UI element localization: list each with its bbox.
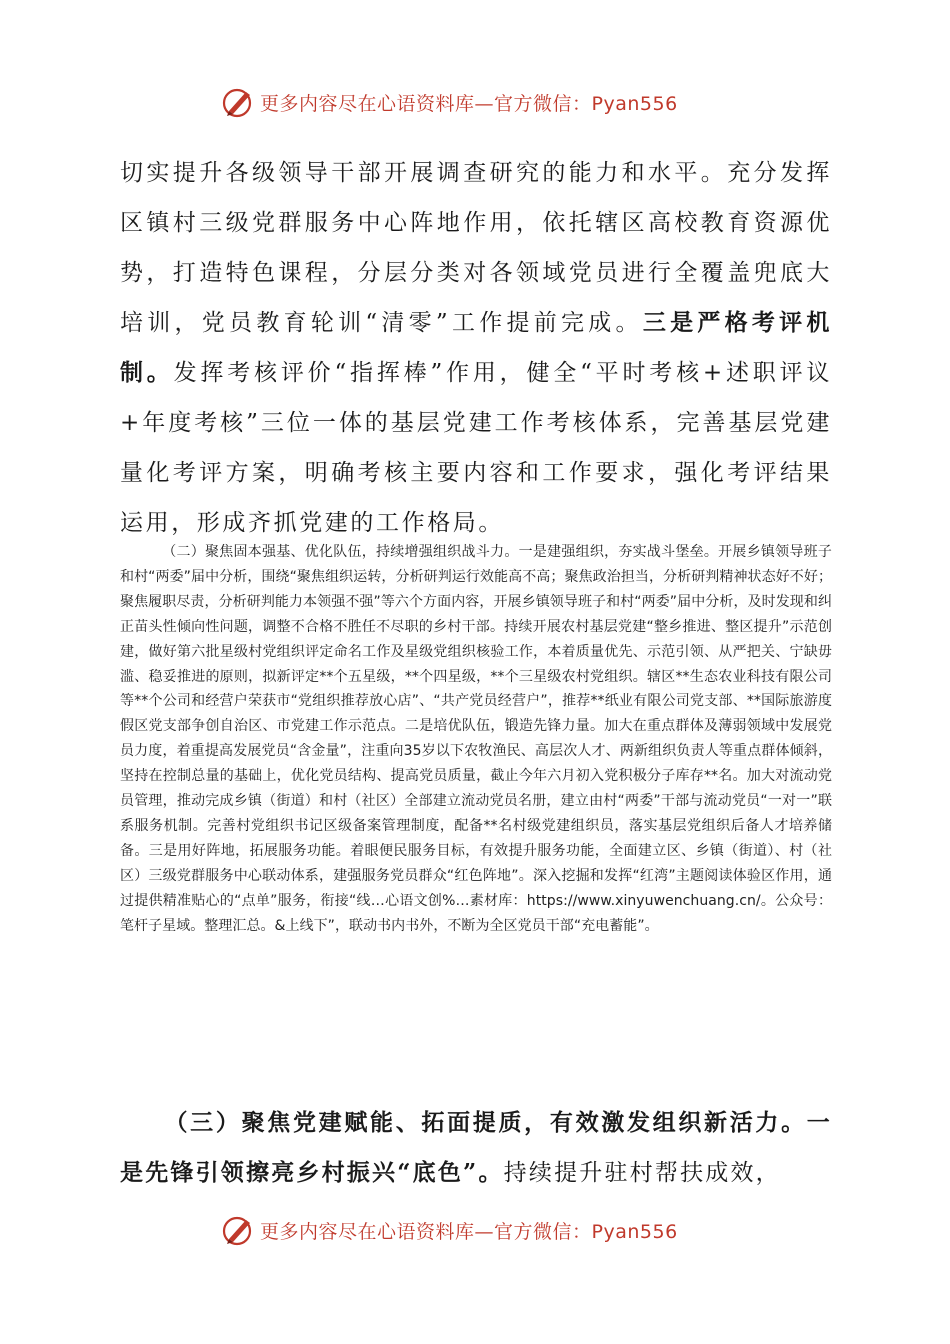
paragraph-1-text-a: 切实提升各级领导干部开展调查研究的能力和水平。充分发挥区镇村三级党群服务中心阵地作用，依托辖区高校教育资源优势，打造特色课程，分层分类对各领域党员进行全覆盖兜底大培训，党员教育轮训“清零”工作提前完成。 <box>120 160 832 336</box>
watermark-wechat: Pyan556 <box>591 92 678 115</box>
paragraph-1-text-b: 发挥考核评价“指挥棒”作用，健全“平时考核+述职评议+年度考核”三位一体的基层党建工作考核体系，完善基层党建量化考评方案，明确考核主要内容和工作要求，强化考评结果运用，形成齐抓党建的工作格局。 <box>120 360 832 536</box>
paragraph-3-bold: （三）聚焦党建赋能、拓面提质，有效激发组织新活力。一是先锋引领擦亮乡村振兴“底色”。 <box>120 1109 832 1186</box>
pen-logo-icon <box>220 84 256 120</box>
paragraph-1-bold: 三是严格考评机制。 <box>120 309 832 386</box>
watermark-text <box>260 89 678 116</box>
paragraph-3-text: 持续提升驻村帮扶成效， <box>503 1160 781 1186</box>
paragraph-2-text: （二）聚焦固本强基、优化队伍，持续增强组织战斗力。一是建强组织，夯实战斗堡垒。开展乡镇领导班子和村“两委”届中分析，围绕“聚焦组织运转，分析研判运行效能高不高；聚焦政治担当，分析研判精神状态好不好；聚焦履职尽责，分析研判能力本领强不强”等六个方面内容，开展乡镇领导班子和村“两委”届中分析，及时发现和纠正苗头性倾向性问题，调整不合格不胜任不尽职的乡村干部。持续开展农村基层党建“整乡推进、整区提升”示范创建，做好第六批星级村党组织评定命名工作及星级党组织核验工作，本着质量优先、示范引领、从严把关、宁缺毋滥、稳妥推进的原则，拟新评定**个五星级，**个四星级，**个三星级农村党组织。辖区**生态农业科技有限公司等**个公司和经营户荣获市“党组织推荐放心店”、“共产党员经营户”，推荐**纸业有限公司党支部、**国际旅游度假区党支部争创自治区、市党建工作示范点。二是培优队伍，锻造先锋力量。加大在重点群体及薄弱领域中发展党员力度，着重提高发展党员“含金量”，注重向35岁以下农牧渔民、高层次人才、两新组织负责人等重点群体倾斜，坚持在控制总量的基础上，优化党员结构、提高党员质量，截止今年六月初入党积极分子库存**名。加大对流动党员管理，推动完成乡镇（街道）和村（社区）全部建立流动党员名册，建立由村“两委”干部与流动党员“一对一”联系服务机制。完善村党组织书记区级备案管理制度，配备**名村级党建组织员，落实基层党组织后备人才培养储备。三是用好阵地，拓展服务功能。着眼便民服务目标，有效提升服务功能，全面建立区、乡镇（街道）、村（社区）三级党群服务中心联动体系，建强服务党员群众“红色阵地”。深入挖掘和发挥“红湾”主题阅读体验区作用，通过提供精准贴心的“点单”服务，衔接“线…心语文创%…素材库：https://www.xinyuwenchuang.cn/。公众号：笔杆子星域。整理汇总。&上线下”，联动书内书外，不断为全区党员干部“充电蓄能”。 <box>120 544 832 934</box>
watermark-label: 更多内容尽在心语资料库—官方微信： <box>260 92 592 115</box>
paragraph-2 <box>120 540 832 939</box>
paragraph-1 <box>120 148 832 548</box>
paragraph-3 <box>120 1098 832 1198</box>
watermark-text <box>260 1217 678 1244</box>
watermark-label: 更多内容尽在心语资料库—官方微信： <box>260 1220 592 1243</box>
pen-logo-icon <box>220 1212 256 1248</box>
footer-watermark <box>220 1212 678 1248</box>
header-watermark <box>220 84 678 120</box>
watermark-wechat: Pyan556 <box>591 1220 678 1243</box>
